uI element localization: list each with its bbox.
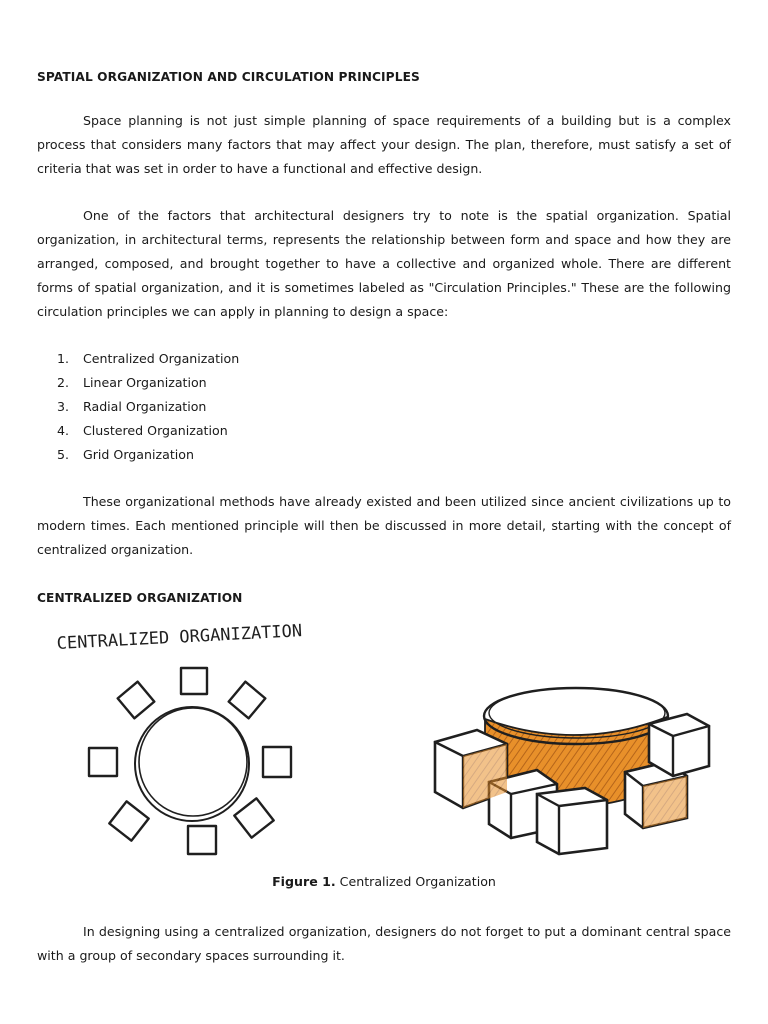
figure-caption-text: Centralized Organization bbox=[335, 874, 496, 889]
list-item: 1. Centralized Organization bbox=[57, 351, 240, 366]
perspective-view-sketch bbox=[435, 688, 709, 854]
paragraph-centralized-design: In designing using a centralized organization, designers do not forget to put a dominant central space with a group of secondary spaces surrounding it. bbox=[37, 924, 731, 963]
main-heading: SPATIAL ORGANIZATION AND CIRCULATION PRINCIPLES bbox=[37, 70, 420, 84]
figure-caption bbox=[37, 874, 731, 889]
circulation-principles-list bbox=[37, 347, 239, 467]
list-item: 5. Grid Organization bbox=[57, 447, 194, 462]
centralized-heading: CENTRALIZED ORGANIZATION bbox=[37, 591, 243, 605]
list-item: 4. Clustered Organization bbox=[57, 423, 228, 438]
paragraph-organizational-methods: These organizational methods have already existed and been utilized since ancient civilizations up to modern times. Each mentioned principle will then be discussed in more detail, starting with the concept of centralized organization. bbox=[37, 494, 731, 557]
sketch-title: CENTRALIZED ORGANIZATION bbox=[56, 621, 303, 654]
paragraph-spatial-organization: One of the factors that architectural designers try to note is the spatial organization. Spatial organization, in architectural terms, represents the relationship between form and space and how they are arranged, composed, and brought together to have a collective and organized whole. There are different forms of spatial organization, and it is sometimes labeled as "Circulation Principles." These are the following circulation principles we can apply in planning to design a space: bbox=[37, 208, 731, 319]
centralized-sketch bbox=[37, 612, 731, 862]
list-item: 3. Radial Organization bbox=[57, 399, 207, 414]
figure-centralized-organization bbox=[37, 612, 731, 862]
paragraph-space-planning: Space planning is not just simple planning of space requirements of a building but is a complex process that considers many factors that may affect your design. The plan, therefore, must satisfy a set of criteria that was set in order to have a functional and effective design. bbox=[37, 113, 731, 176]
list-item: 2. Linear Organization bbox=[57, 375, 207, 390]
figure-label: Figure 1. bbox=[272, 874, 336, 889]
plan-view-sketch bbox=[89, 668, 291, 854]
